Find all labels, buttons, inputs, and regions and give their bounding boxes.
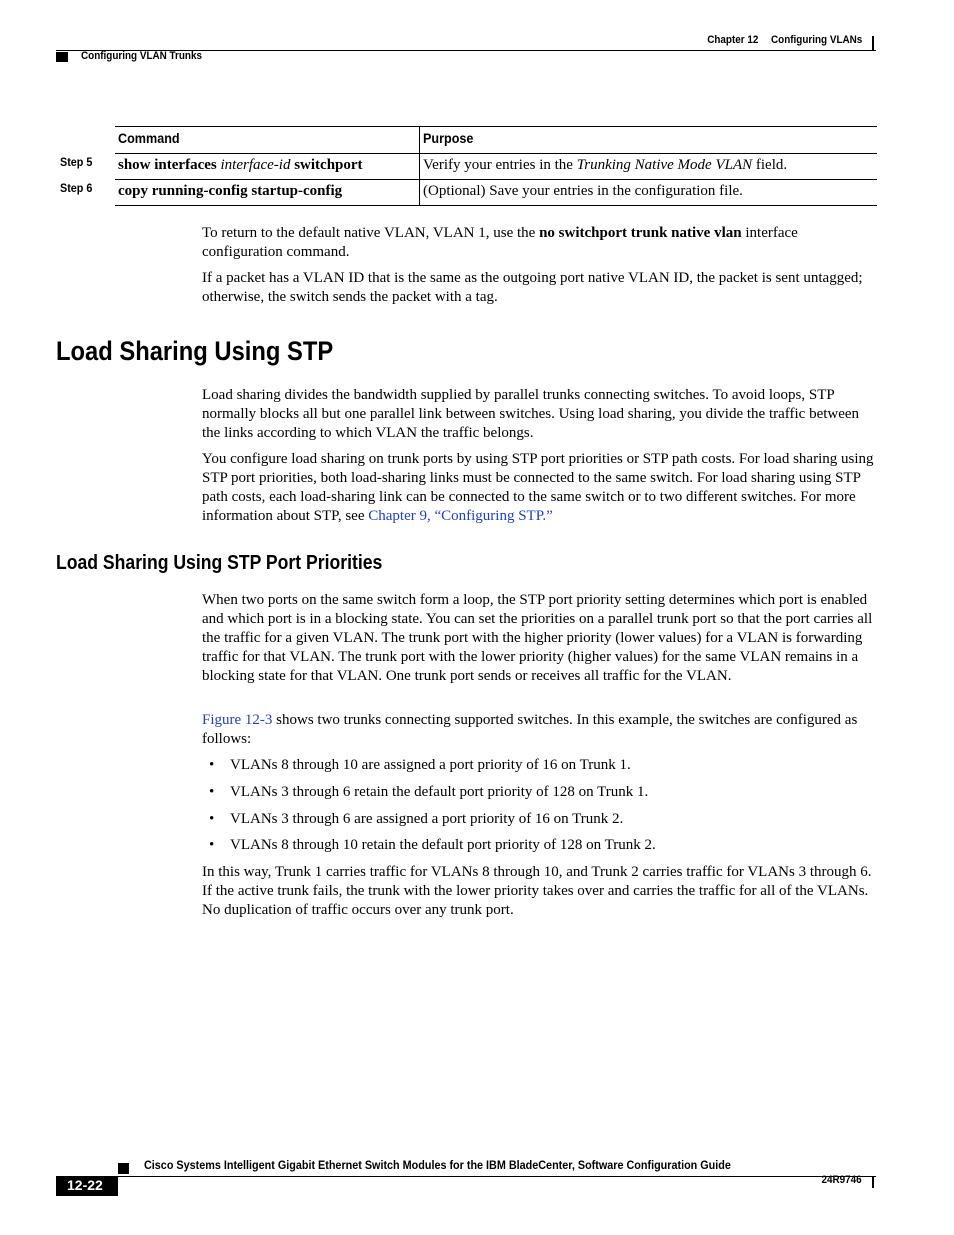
body-paragraph: To return to the default native VLAN, VLAN 1, use the no switchport trunk native vlan interface configuration command.: [202, 225, 798, 260]
body-paragraph: In this way, Trunk 1 carries traffic for VLANs 8 through 10, and Trunk 2 carries traffic for VLANs 3 through 6. If the active trunk fails, the trunk with the lower priority takes over and carries the traffic for all of the VLANs. No duplication of traffic occurs over any trunk port.: [202, 864, 872, 918]
chapter-9-link[interactable]: Chapter 9, “Configuring STP.”: [368, 508, 553, 524]
bullet-glyph: •: [209, 784, 215, 800]
column-header-command: Command: [115, 127, 420, 154]
table-header-row: [115, 127, 877, 154]
body-paragraph: Figure 12-3 shows two trunks connecting supported switches. In this example, the switches are configured as follows:: [202, 712, 858, 747]
body-paragraph: If a packet has a VLAN ID that is the same as the outgoing port native VLAN ID, the packet is sent untagged; otherwise, the switch sends the packet with a tag.: [202, 270, 863, 305]
command-cell: show interfaces interface-id switchport: [115, 154, 420, 180]
command-table: [115, 126, 877, 206]
command-cell: copy running-config startup-config: [115, 180, 420, 206]
table-row: [115, 154, 877, 180]
purpose-cell: (Optional) Save your entries in the configuration file.: [420, 180, 878, 206]
body-paragraph: Load sharing divides the bandwidth supplied by parallel trunks connecting switches. To avoid loops, STP normally blocks all but one parallel link between switches. Using load sharing, you divide the traffic between the links according to which VLAN the traffic belongs.: [202, 387, 860, 441]
purpose-cell: Verify your entries in the Trunking Native Mode VLAN field.: [420, 154, 878, 180]
section-heading: Load Sharing Using STP: [56, 336, 334, 366]
footer-tick-mark: [872, 1176, 874, 1188]
column-header-purpose: Purpose: [420, 127, 878, 154]
body-paragraph: You configure load sharing on trunk ports by using STP port priorities or STP path costs. For load sharing using STP port priorities, both load-sharing links must be connected to the same switch. For load sharing using STP path costs, each load-sharing link can be connected to the same switch or to two different switches. For more information about STP, see Chapter 9, “Configuring STP.”: [202, 451, 874, 524]
header-square-marker: [56, 52, 68, 62]
footer-rule: [56, 1176, 876, 1177]
header-tick-mark: [872, 36, 874, 50]
page-number: 12-22: [67, 1177, 103, 1193]
table-row: [115, 180, 877, 206]
subsection-heading: Load Sharing Using STP Port Priorities: [56, 552, 383, 574]
running-header-section: Configuring VLAN Trunks: [81, 50, 203, 62]
footer-guide-title: Cisco Systems Intelligent Gigabit Ethernet Switch Modules for the IBM BladeCenter, Software Configuration Guide: [144, 1158, 731, 1172]
footer-square-marker: [118, 1163, 129, 1174]
bullet-glyph: •: [209, 837, 215, 853]
document-number: 24R9746: [821, 1174, 862, 1186]
bullet-glyph: •: [209, 811, 215, 827]
chapter-title: Configuring VLANs: [770, 34, 862, 46]
chapter-number: Chapter 12: [706, 34, 759, 46]
figure-12-3-link[interactable]: Figure 12-3: [202, 712, 273, 728]
step-label: Step 6: [60, 181, 93, 195]
running-header-chapter: [707, 34, 862, 46]
bullet-glyph: •: [209, 757, 215, 773]
step-label: Step 5: [60, 155, 93, 169]
body-paragraph: When two ports on the same switch form a loop, the STP port priority setting determines which port is enabled and which port is in a blocking state. You can set the priorities on a parallel trunk port so that the port carries all the traffic for a given VLAN. The trunk port with the higher priority (lower values) for a VLAN is forwarding traffic for that VLAN. The trunk port with the lower priority (higher values) for the same VLAN remains in a blocking state for that VLAN. One trunk port sends or receives all traffic for the VLAN.: [202, 592, 873, 684]
